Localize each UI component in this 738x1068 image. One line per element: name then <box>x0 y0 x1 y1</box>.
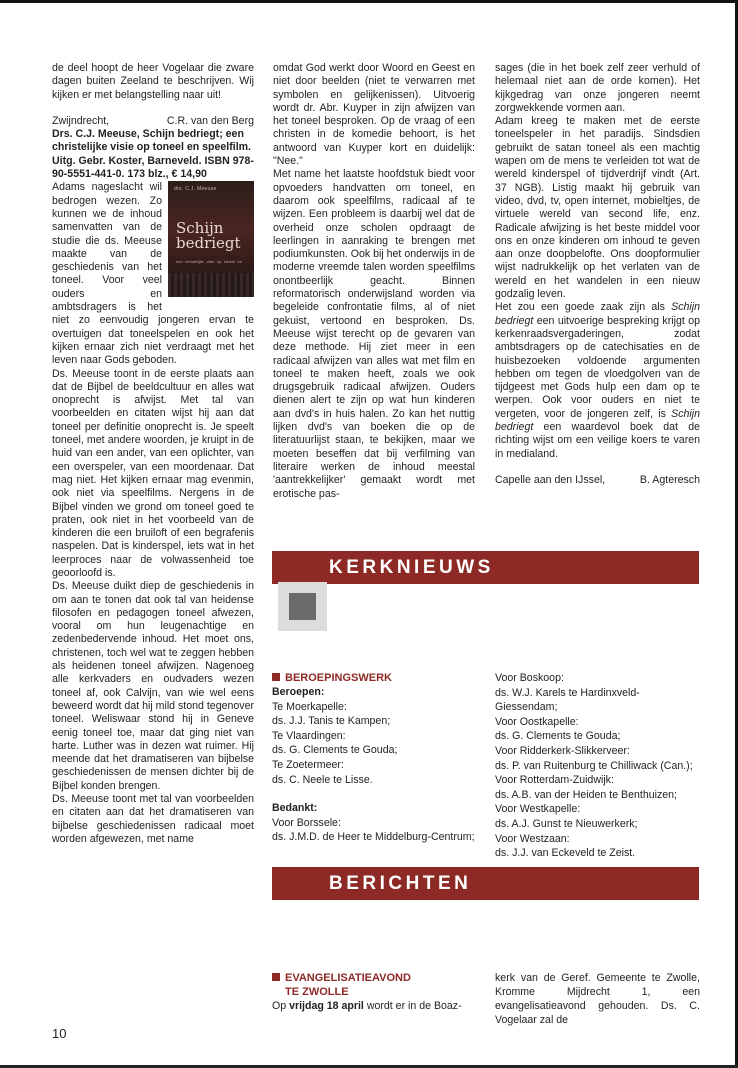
review-paragraph-5: omdat God werkt door Woord en Geest en niet door beelden (niet te verwarren met symbolen en gelijkenissen). Uitvoerig wordt dr. Abr. Kuyper in zijn afwijzen van het toneel besproken. Op de vraag of een christen in de komedie behoort, is het antwoord van Kuyper kort en duidelijk: "Nee." <box>273 62 475 168</box>
evangelisatieavond-heading <box>272 971 411 999</box>
list-item: Voor Borssele: <box>272 816 341 829</box>
review-body <box>52 181 254 846</box>
decorative-square-dark <box>289 593 316 620</box>
beroepingswerk-label: BEROEPINGSWERK <box>285 672 392 684</box>
book-title-italic-1: Schijn bedriegt <box>495 301 700 327</box>
cover-title-line-1: Schijn <box>176 219 224 238</box>
signature-place: Zwijndrecht, <box>52 114 110 127</box>
book-cover-image <box>168 181 254 297</box>
list-item: ds. J.M.D. de Heer te Middelburg-Centrum; <box>272 831 475 844</box>
signature-place: Capelle aan den IJssel, <box>495 473 606 486</box>
bullet-square-icon <box>272 973 280 981</box>
p9-text-a: Het zou een goede zaak zijn als <box>495 301 665 314</box>
bedankt-label: Bedankt: <box>272 802 318 815</box>
berichten-date: vrijdag 18 april <box>289 1000 364 1012</box>
cover-audience-photo <box>168 273 254 297</box>
book-title-italic-2: Schijn bedriegt <box>495 407 700 434</box>
column-middle <box>273 62 475 501</box>
page-number: 10 <box>52 1026 67 1041</box>
book-review-heading: Drs. C.J. Meeuse, Schijn bedriegt; een christelijke visie op toneel en speelfilm. Uitg. Gebr. Koster, Barneveld. ISBN 978-90-5551-441-0. 173 blz., € 14,90 <box>52 128 254 181</box>
review-paragraph-6: Met name het laatste hoofdstuk biedt voor opvoeders handvatten om toneel, en daarom ook speelfilms, radicaal af te wijzen. Een probleem is daarbij wel dat de overheid onze scholen opdraagt de leerlingen in aanraking te brengen met podiumkunsten. Ook bij het onderwijs in de moderne vreemde talen worden speelfilms onontbeerlijk geacht. Binnen reformatorisch onderwijsland worden via begeleide confrontatie films, al of niet gekuist, vertoond en besproken. Ds. Meeuse wijst terecht op de gevaren van deze methode. Hij ziet meer in een radicaal afwijzen van alles wat met film en toneel te maken heeft, zoals we ook drugsgebruik radicaal afwijzen. Ouders dienen alert te zijn op wat hun kinderen aan dvd's in huis halen. Zo kan het nuttig lijken dvd's van boeken die op de literatuurlijst staan, te bekijken, maar we moeten beseffen dat bij verfilming van literaire werken de inhoud meestal 'aantrekkelijker' gemaakt wordt met erotische pas- <box>273 168 475 500</box>
list-item: Voor Westzaan: <box>495 832 570 845</box>
beroepen-list <box>272 685 477 845</box>
berichten-text-b: wordt er in de Boaz- <box>366 1000 462 1012</box>
p9-text-c: een waardevol boek dat de richting wijst om een veilige koers te varen in medialand. <box>495 421 700 460</box>
list-item: ds. P. van Ruitenburg te Chilliwack (Can.); <box>495 759 693 772</box>
review-paragraph-3: Ds. Meeuse duikt diep de geschiedenis in om aan te tonen dat ook tal van heidense filosofen en pedagogen toneel afwezen, vooral om hun leugenachtige en zedenbedervende inhoud. Het moet ons, christenen, toch wel wat te zeggen hebben als heidenen toneel afwijzen. Nagenoeg alle kerkvaders en oudvaders wezen toneel af, ook Calvijn, van wie wel eens beweerd wordt dat hij mild stond tegenover toneel. Weliswaar stond hij in Geneve eenig toneel toe, maar dat ging niet van harte. Luther was in dezen wat ruimer. Hij meende dat het dramatiseren van bijbelse geschiedenissen de mensen dichter bij de Bijbel konden brengen. <box>52 580 254 792</box>
berichten-left-text <box>272 999 477 1014</box>
list-item: ds. A.J. Gunst te Nieuwerkerk; <box>495 817 638 830</box>
evangelisatieavond-label-2: TE ZWOLLE <box>285 986 349 998</box>
intro-paragraph: de deel hoopt de heer Vogelaar die zware dagen buiten Zeeland te beschrijven. Wij kijken er met belangstelling naar uit! <box>52 62 254 101</box>
signature-name: C.R. van den Berg <box>166 114 254 127</box>
list-item: Voor Rotterdam-Zuidwijk: <box>495 774 614 787</box>
column-right <box>495 62 700 487</box>
list-item: Voor Ridderkerk-Slikkerveer: <box>495 744 630 757</box>
signature-1 <box>52 115 254 128</box>
cover-title <box>176 221 241 251</box>
kerknieuws-title: KERKNIEUWS <box>329 557 494 578</box>
beroepen-label: Beroepen: <box>272 686 325 698</box>
list-item: Te Zoetermeer: <box>272 758 344 771</box>
review-paragraph-8: Adam kreeg te maken met de eerste toneelspeler in het paradijs. Sindsdien gebruikt de satan toneel als een machtig wapen om de mens te verleiden tot wat de wereld kinderspel of tijdverdrijf vindt (Art. 37 NGB). Listig maakt hij gebruik van video, dvd, tv, open internet, mobieltjes, de virtuele wereld van second life, enz. Radicale afwijzing is het beste middel voor ons en onze kinderen om inhoud te geven aan onze doopbelofte. Ons doopformulier wijst nadrukkelijk op het verlaten van de wereld en het wandelen in een nieuw godzalig leven. <box>495 115 700 301</box>
list-item: Te Moerkapelle: <box>272 700 347 713</box>
cover-author: drs. C.J. Meeuse <box>174 186 217 193</box>
review-paragraph-9 <box>495 301 700 461</box>
berichten-banner <box>272 867 699 900</box>
list-item: Voor Oostkapelle: <box>495 715 579 728</box>
berichten-title: BERICHTEN <box>329 873 472 894</box>
list-item: ds. A.B. van der Heiden te Benthuizen; <box>495 788 677 801</box>
signature-2 <box>495 474 700 487</box>
list-item: ds. G. Clements te Gouda; <box>495 730 621 743</box>
kerknieuws-banner <box>272 551 699 584</box>
list-item: Voor Westkapelle: <box>495 803 581 816</box>
beroepingswerk-heading <box>272 672 392 684</box>
berichten-right-text <box>495 971 700 1027</box>
signature-name: B. Agteresch <box>639 473 700 486</box>
review-paragraph-2: Ds. Meeuse toont in de eerste plaats aan dat de Bijbel de beeldcultuur en alles wat onoprecht is afwijst. Met tal van voorbeelden en citaten wijst hij aan dat toneel per definitie onoprecht is. Je speelt toneel, met andere woorden, je kruipt in de huid van een ander, van een oplichter, van een overspeler, van een moordenaar. Dat mag niet. Het kijken ernaar mag evenmin, ook niet via speelfilms. Nergens in de Bijbel vinden we grond om toneel goed te praten, ook niet in het voorbeeld van de kinderen die een bruiloft of een begrafenis naspelen. Dat is kinderspel, iets wat in het leerproces naar de volwassenheid toe geoorloofd is. <box>52 367 254 579</box>
cover-subtitle: een christelijke visie op toneel en <box>176 259 242 265</box>
decorative-squares <box>272 576 327 631</box>
cover-title-line-2: bedriegt <box>176 234 241 253</box>
column-left <box>52 62 254 846</box>
p9-text-b: een uitvoerige bespreking krijgt op kerkenraadsvergaderingen, zodat ambtsdragers op de catechisaties en de huisbezoeken voldoende argumenten hebben om tegen de vloedgolven van de tijdgeest met Gods hulp een dam op te werpen. Ook voor ouders en niet te vergeten, voor de jongeren zelf, is <box>495 314 700 420</box>
list-item: Voor Boskoop: <box>495 672 564 684</box>
berichten-text-a: Op <box>272 1000 287 1012</box>
list-item: ds. W.J. Karels te Hardinxveld-Giessendam; <box>495 686 640 714</box>
list-item: ds. J.J. van Eckeveld te Zeist. <box>495 847 636 860</box>
list-item: Te Vlaardingen: <box>272 729 346 742</box>
review-paragraph-1: Adams nageslacht wil bedrogen wezen. Zo kunnen we de inhoud samenvatten van de studie die ds. Meeuse maakte van de geschiedenis van het toneel. Voor veel ouders en ambtsdragers is het niet zo eenvoudig jongeren ervan te overtuigen dat toneelspelen en ook het kijken ernaar zich niet verdraagt met het leven naar Gods geboden. <box>52 181 254 367</box>
evangelisatieavond-label-1: EVANGELISATIEAVOND <box>285 972 411 984</box>
review-paragraph-7: sages (die in het boek zelf zeer verhuld of helemaal niet aan de orde komen). Het kijkgedrag van onze jongeren neemt zorgwekkende vormen aan. <box>495 62 700 114</box>
review-paragraph-4: Ds. Meeuse toont met tal van voorbeelden en citaten aan dat het dramatiseren van bijbelse geschiedenissen radicaal moet worden afgewezen, met name <box>52 793 254 845</box>
berichten-paragraph: kerk van de Geref. Gemeente te Zwolle, Kromme Mijdrecht 1, een evangelisatieavond gehouden. Ds. C. Vogelaar zal de <box>495 972 700 1026</box>
list-item: ds. C. Neele te Lisse. <box>272 773 373 786</box>
list-item: ds. J.J. Tanis te Kampen; <box>272 715 391 728</box>
list-item: ds. G. Clements te Gouda; <box>272 744 398 757</box>
beroepingswerk-right-list <box>495 671 701 861</box>
bullet-square-icon <box>272 673 280 681</box>
page-edge-top <box>0 0 738 3</box>
